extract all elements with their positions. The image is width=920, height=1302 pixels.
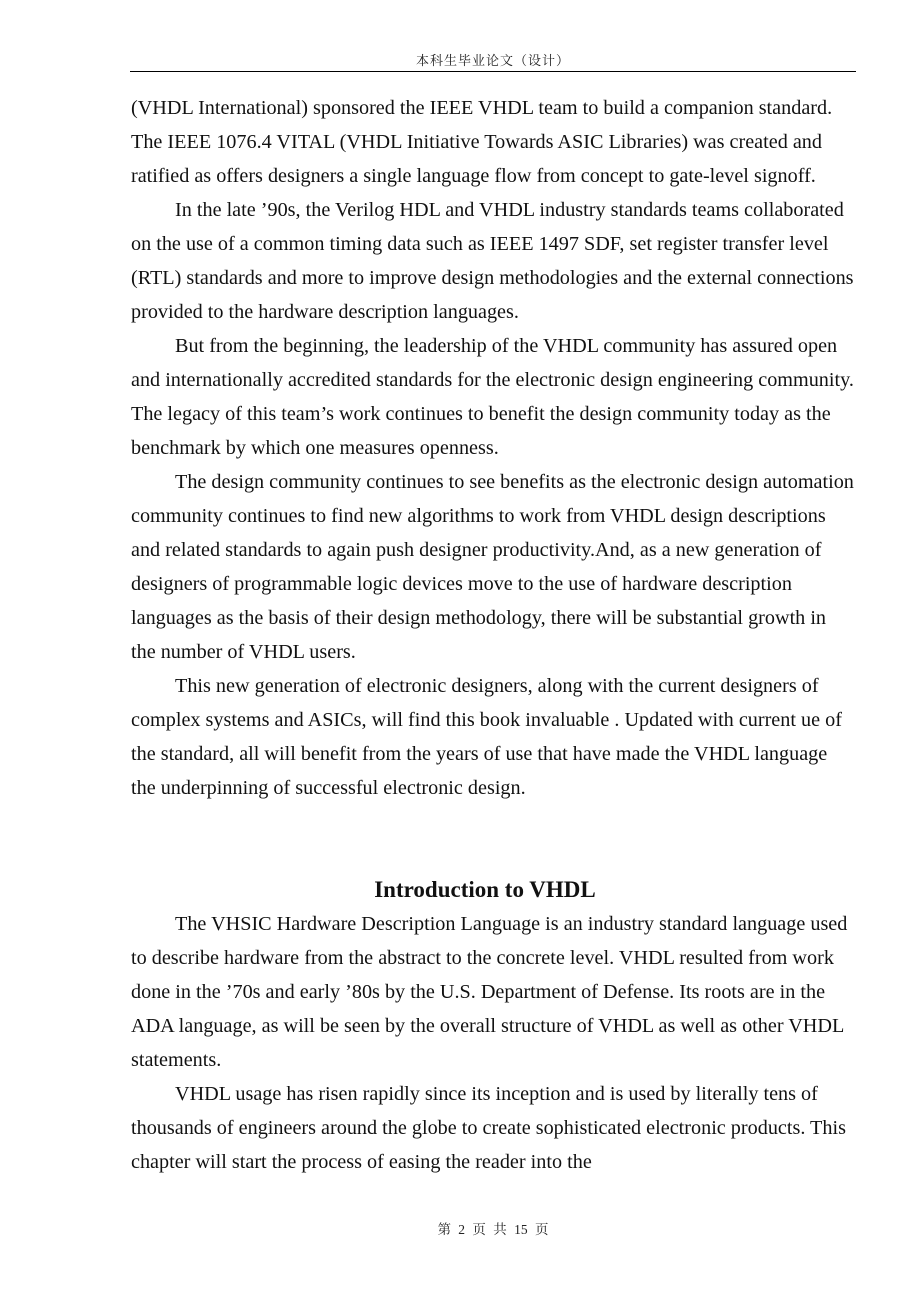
section-spacer (131, 805, 855, 873)
section-heading: Introduction to VHDL (374, 877, 596, 902)
header-divider (130, 71, 856, 72)
document-body (131, 91, 855, 1179)
page-header-title: 本科生毕业论文（设计） (415, 53, 570, 68)
paragraph: But from the beginning, the leadership of the VHDL community has assured open and internationally accredited standards for the electronic design engineering community. The legacy of this team’s work continues to benefit the design community today as the benchmark by which one measures openness. (131, 335, 854, 459)
paragraph-continuation: (VHDL International) sponsored the IEEE VHDL team to build a companion standard. The IEEE 1076.4 VITAL (VHDL Initiative Towards ASIC Libraries) was created and ratified as offers designers a single language flow from concept to gate-level signoff. (131, 97, 833, 187)
paragraph: VHDL usage has risen rapidly since its inception and is used by literally tens of thousands of engineers around the globe to create sophisticated electronic products. This chapter will start the process of easing the reader into the (131, 1083, 846, 1173)
paragraph: This new generation of electronic designers, along with the current designers of complex systems and ASICs, will find this book invaluable . Updated with current ue of the standard, all will benefit from the years of use that have made the VHDL language the underpinning of successful electronic design. (131, 675, 842, 799)
paragraph: The VHSIC Hardware Description Language is an industry standard language used to describe hardware from the abstract to the concrete level. VHDL resulted from work done in the ’70s and early ’80s by the U.S. Department of Defense. Its roots are in the ADA language, as will be seen by the overall structure of VHDL as well as other VHDL statements. (131, 913, 848, 1071)
paragraph: In the late ’90s, the Verilog HDL and VHDL industry standards teams collaborated on the use of a common timing data such as IEEE 1497 SDF, set register transfer level (RTL) standards and more to improve design methodologies and the external connections provided to the hardware description languages. (131, 199, 854, 323)
page-number-footer: 第 2 页 共 15 页 (437, 1222, 549, 1237)
paragraph: The design community continues to see benefits as the electronic design automation community continues to find new algorithms to work from VHDL design descriptions and related standards to again push designer productivity.And, as a new generation of designers of programmable logic devices move to the use of hardware description languages as the basis of their design methodology, there will be substantial growth in the number of VHDL users. (131, 471, 854, 663)
